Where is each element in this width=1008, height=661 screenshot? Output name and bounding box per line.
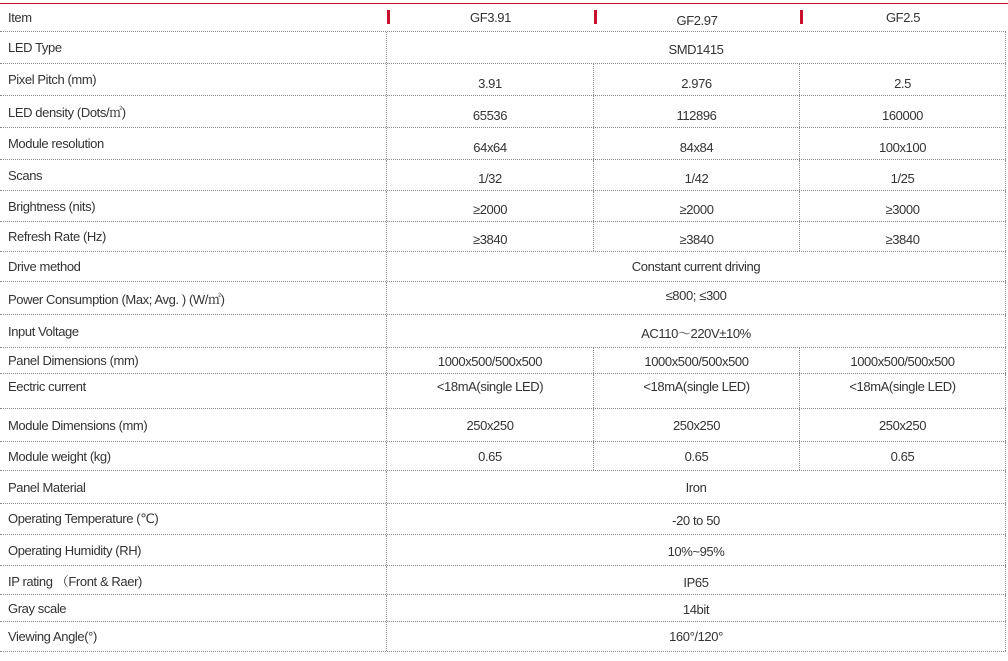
table-row <box>0 191 1006 222</box>
row-value-3: 1000x500/500x500 <box>800 348 1006 373</box>
row-label: Panel Material <box>0 471 387 503</box>
table-row <box>0 471 1006 504</box>
table-row <box>0 374 1006 409</box>
table-row <box>0 504 1006 535</box>
row-value-1: 65536 <box>387 96 594 127</box>
table-row <box>0 32 1006 64</box>
row-value-2: 1000x500/500x500 <box>594 348 800 373</box>
table-row <box>0 315 1006 348</box>
table-row <box>0 409 1006 442</box>
header-marker-3 <box>800 10 803 24</box>
table-row <box>0 622 1006 652</box>
row-label: Brightness (nits) <box>0 191 387 221</box>
spec-table <box>0 4 1006 652</box>
row-label: Scans <box>0 160 387 190</box>
row-value-1: ≥2000 <box>387 191 594 221</box>
row-label: Operating Temperature (℃) <box>0 504 387 534</box>
row-value-2: ≥3840 <box>594 222 800 251</box>
table-row <box>0 222 1006 252</box>
header-model-3 <box>800 4 1006 31</box>
row-span-value: 160°/120° <box>387 622 1006 651</box>
table-row <box>0 535 1006 566</box>
row-label: Power Consumption (Max; Avg. ) (W/㎡) <box>0 282 387 314</box>
row-value-3: 1/25 <box>800 160 1006 190</box>
row-value-2: 250x250 <box>594 409 800 441</box>
row-span-value: Iron <box>387 471 1006 503</box>
row-span-value: Constant current driving <box>387 252 1006 281</box>
row-value-2: 112896 <box>594 96 800 127</box>
table-row <box>0 348 1006 374</box>
row-value-3: <18mA(single LED) <box>800 374 1006 408</box>
header-model-1-label: GF3.91 <box>470 10 511 25</box>
table-row <box>0 442 1006 471</box>
table-row <box>0 96 1006 128</box>
row-label: Pixel Pitch (mm) <box>0 64 387 95</box>
row-span-value: SMD1415 <box>387 32 1006 63</box>
row-label: Viewing Angle(°) <box>0 622 387 651</box>
row-value-3: ≥3000 <box>800 191 1006 221</box>
row-value-3: 250x250 <box>800 409 1006 441</box>
row-label: IP rating （Front & Raer) <box>0 566 387 594</box>
row-value-2: ≥2000 <box>594 191 800 221</box>
table-row <box>0 282 1006 315</box>
row-value-1: 3.91 <box>387 64 594 95</box>
header-marker-2 <box>594 10 597 24</box>
row-value-1: 1000x500/500x500 <box>387 348 594 373</box>
row-label: Input Voltage <box>0 315 387 347</box>
row-span-value: IP65 <box>387 566 1006 594</box>
header-marker-1 <box>387 10 390 24</box>
header-model-3-label: GF2.5 <box>885 10 921 25</box>
row-span-value: 14bit <box>387 595 1006 621</box>
row-value-2: 0.65 <box>594 442 800 470</box>
row-value-1: 250x250 <box>387 409 594 441</box>
row-value-2: 2.976 <box>594 64 800 95</box>
row-value-2: 1/42 <box>594 160 800 190</box>
row-label: Module weight (kg) <box>0 442 387 470</box>
table-row <box>0 128 1006 160</box>
row-value-3: 160000 <box>800 96 1006 127</box>
header-model-1 <box>387 4 594 31</box>
row-label: Module resolution <box>0 128 387 159</box>
row-value-1: 0.65 <box>387 442 594 470</box>
row-value-3: 0.65 <box>800 442 1006 470</box>
row-label: Module Dimensions (mm) <box>0 409 387 441</box>
row-value-2: 84x84 <box>594 128 800 159</box>
row-value-3: ≥3840 <box>800 222 1006 251</box>
row-span-value: 10%~95% <box>387 535 1006 565</box>
row-span-value: -20 to 50 <box>387 504 1006 534</box>
table-row <box>0 160 1006 191</box>
table-row <box>0 595 1006 622</box>
table-row <box>0 64 1006 96</box>
row-value-3: 100x100 <box>800 128 1006 159</box>
row-value-2: <18mA(single LED) <box>594 374 800 408</box>
row-label: Drive method <box>0 252 387 281</box>
row-label: LED Type <box>0 32 387 63</box>
row-value-1: 64x64 <box>387 128 594 159</box>
row-span-value: AC110～220V±10% <box>387 315 1006 347</box>
row-value-3: 2.5 <box>800 64 1006 95</box>
row-label: Panel Dimensions (mm) <box>0 348 387 373</box>
row-span-value: ≤800; ≤300 <box>387 282 1006 314</box>
row-label: Operating Humidity (RH) <box>0 535 387 565</box>
row-label: Eectric current <box>0 374 387 408</box>
header-model-2 <box>594 4 800 31</box>
table-header-row <box>0 4 1006 32</box>
row-value-1: ≥3840 <box>387 222 594 251</box>
row-label: LED density (Dots/㎡) <box>0 96 387 127</box>
header-model-2-label: GF2.97 <box>676 13 718 28</box>
row-value-1: <18mA(single LED) <box>387 374 594 408</box>
table-row <box>0 566 1006 595</box>
table-row <box>0 252 1006 282</box>
row-label: Gray scale <box>0 595 387 621</box>
header-item-label: Item <box>8 10 32 25</box>
row-label: Refresh Rate (Hz) <box>0 222 387 251</box>
row-value-1: 1/32 <box>387 160 594 190</box>
